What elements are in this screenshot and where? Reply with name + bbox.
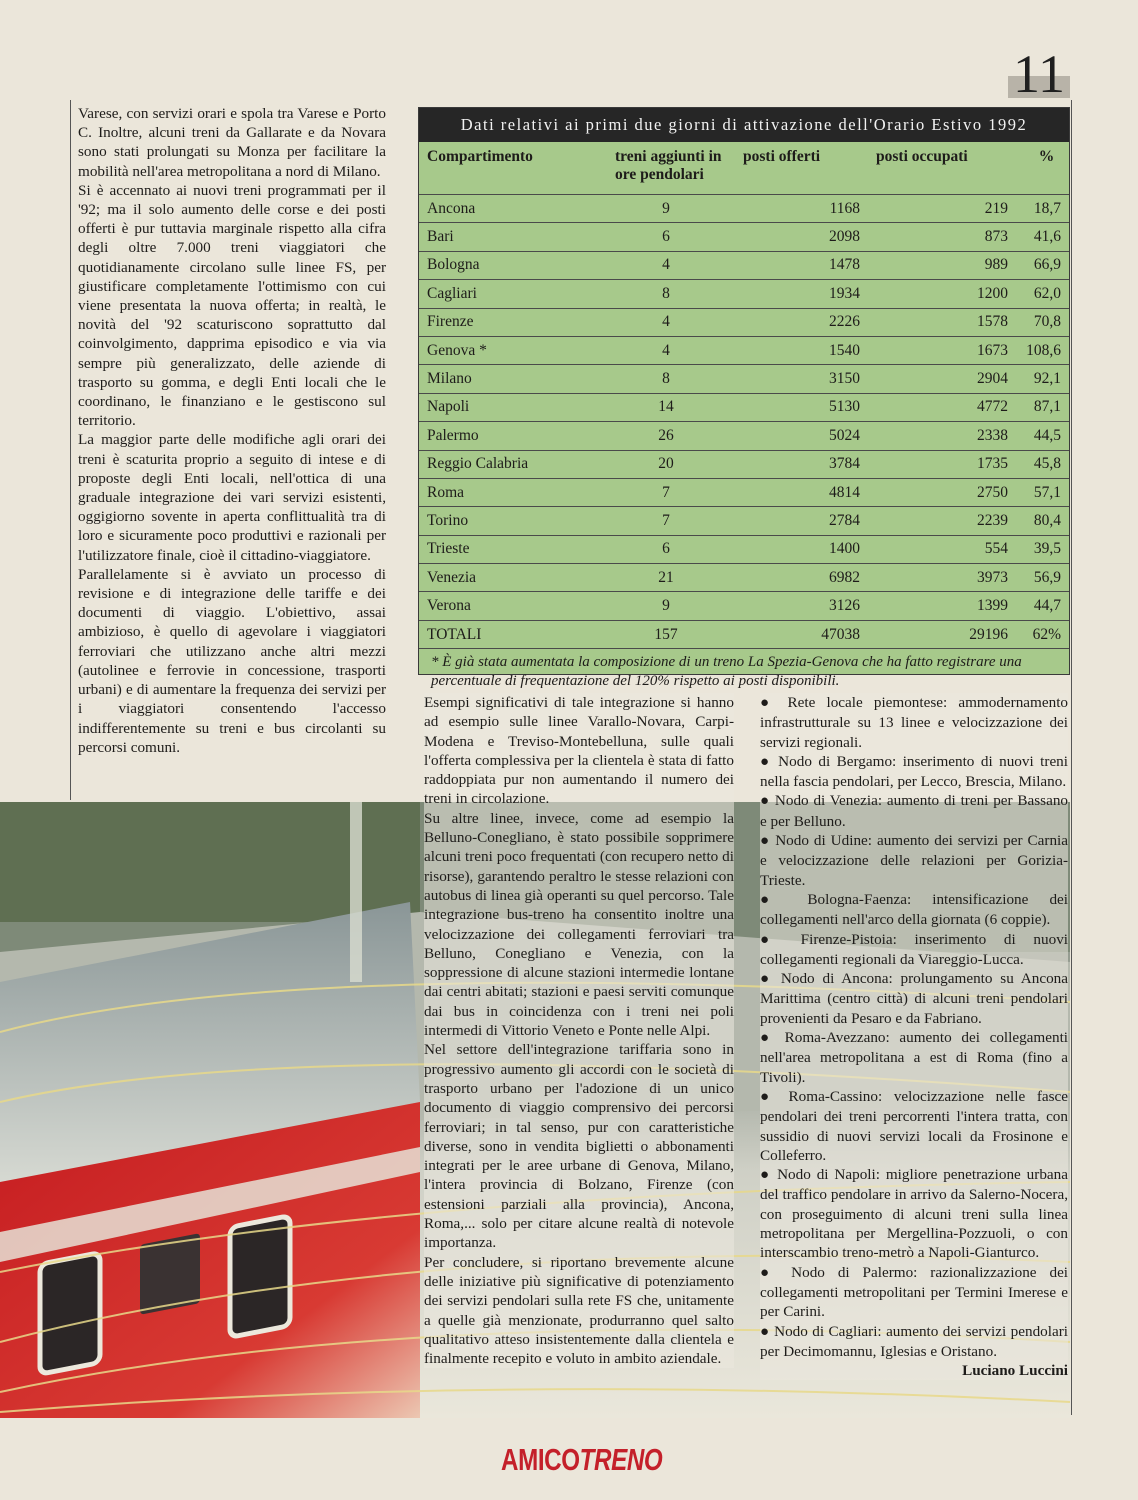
table-cell: 14: [597, 393, 735, 421]
bullet-dot-icon: ●: [760, 891, 787, 908]
bullet-dot-icon: ●: [760, 793, 771, 810]
bullet-dot-icon: ●: [760, 1264, 779, 1281]
bullet-item: [760, 890, 1068, 930]
table-cell: 554: [868, 535, 1016, 563]
table-cell: 62,0: [1016, 280, 1069, 308]
table-cell: 8: [597, 365, 735, 393]
table-cell: 2098: [735, 223, 868, 251]
table-cell: 2239: [868, 507, 1016, 535]
table-cell: 989: [868, 251, 1016, 279]
bullet-text: Nodo di Bergamo: inserimento di nuovi treni nella fascia pendolari, per Lecco, Brescia, Milano.: [760, 752, 1068, 791]
table-cell: 6: [597, 535, 735, 563]
column-header: posti offerti: [743, 148, 821, 165]
table-cell: 87,1: [1016, 393, 1069, 421]
table-row: [419, 535, 1069, 563]
author-signature: Luciano Luccini: [962, 1362, 1068, 1380]
table-row: [419, 478, 1069, 506]
table-cell: 157: [597, 620, 735, 648]
article-paragraph: Per concludere, si riportano brevemente alcune delle iniziative più significative di potenziamento dei servizi pendolari sulla rete FS che, unitamente a quelle già menzionate, produrranno quel salto qualitativo atteso insistentemente dalla clientela e finalmente recepito e voluto in ambito aziendale.: [424, 1253, 734, 1368]
bullet-dot-icon: ●: [760, 971, 774, 988]
table-cell: 4772: [868, 393, 1016, 421]
table-cell: 18,7: [1016, 195, 1069, 223]
column-header: treni aggiunti in ore pendolari: [615, 148, 722, 183]
table-cell: Reggio Calabria: [419, 450, 597, 478]
magazine-logo: [501, 1440, 663, 1480]
table-cell: 92,1: [1016, 365, 1069, 393]
table-row: [419, 223, 1069, 251]
bullet-text: Nodo di Udine: aumento dei servizi per Carnia e velocizzazione delle relazioni per Gorizia-Trieste.: [760, 832, 1069, 889]
table-cell: 62%: [1016, 620, 1069, 648]
table-cell: Palermo: [419, 422, 597, 450]
table-cell: 7: [597, 478, 735, 506]
article-column-3: [760, 693, 1068, 1380]
bullet-dot-icon: ●: [760, 931, 783, 948]
table-cell: 3126: [735, 592, 868, 620]
table-cell: 1400: [735, 535, 868, 563]
bullet-item: [760, 831, 1068, 890]
table-cell: 2904: [868, 365, 1016, 393]
table-row: [419, 507, 1069, 535]
table-cell: Bologna: [419, 251, 597, 279]
bullet-text: Firenze-Pistoia: inserimento di nuovi collegamenti regionali da Viareggio-Lucca.: [760, 930, 1069, 968]
table-cell: 9: [597, 592, 735, 620]
bullet-text: Bologna-Faenza: intensificazione dei collegamenti nell'arco della giornata (6 coppie).: [760, 890, 1069, 929]
table-cell: Bari: [419, 223, 597, 251]
table-cell: 70,8: [1016, 308, 1069, 336]
table-cell: Verona: [419, 592, 597, 620]
table-cell: Roma: [419, 478, 597, 506]
table-cell: 2784: [735, 507, 868, 535]
table-cell: 1735: [868, 450, 1016, 478]
bullet-dot-icon: ●: [760, 1167, 772, 1184]
table-cell: 6: [597, 223, 735, 251]
table-cell: 1578: [868, 308, 1016, 336]
article-paragraph: Parallelamente si è avviato un processo di revisione e di integrazione delle tariffe e dei documenti di viaggio. L'obiettivo, assai ambizioso, è quello di agevolare i viaggiatori ferroviari che utilizzano anche altri mezzi (autolinee e ferrovie in concessione, trasporti urbani) e di aumentare la frequenza dei servizi per i viaggiatori consentendo l'accesso indifferentemente su treni e bus circolanti su percorsi comuni.: [78, 565, 386, 756]
table-cell: 1673: [868, 336, 1016, 364]
table-cell: Venezia: [419, 564, 597, 592]
table-row: [419, 365, 1069, 393]
table-cell: 4814: [735, 478, 868, 506]
table-cell: 4: [597, 308, 735, 336]
table-cell: 26: [597, 422, 735, 450]
bullet-item: [760, 752, 1068, 792]
table-cell: 1934: [735, 280, 868, 308]
bullet-dot-icon: ●: [760, 1088, 777, 1105]
table-cell: 3973: [868, 564, 1016, 592]
article-paragraph: La maggior parte delle modifiche agli orari dei treni è scaturita proprio a seguito di intese e di proposte degli Enti locali, nell'ottica di una graduale integrazione dei vari servizi esistenti, oggigiorno sovente in aperta conflittualità tra di loro e sicuramente poco produttivi e razionali per l'utilizzatore finale, cioè il cittadino-viaggiatore.: [78, 431, 386, 564]
article-paragraph: Si è accennato ai nuovi treni programmati per il '92; ma il solo aumento delle corse e dei posti offerti è pur tuttavia marginale rispetto alla cifra degli oltre 7.000 treni viaggiatori che quotidianamente circolano sulle linee FS, per giustificare completamente l'ottimismo con cui viene presentata la nuova offerta; in realtà, le novità del '92 scaturiscono soprattutto dal coinvolgimento, dapprima episodico e via via sempre più generalizzato, delle aziende di trasporto su gomma, e degli Enti locali che le coordinano, le finanziano e le gestiscono sul territorio.: [78, 181, 386, 430]
table-cell: 9: [597, 195, 735, 223]
table-cell: 20: [597, 450, 735, 478]
table-cell: 56,9: [1016, 564, 1069, 592]
table-cell: Torino: [419, 507, 597, 535]
table-cell: 1399: [868, 592, 1016, 620]
right-column-rule: [1071, 100, 1072, 1415]
article-paragraph: Su altre linee, invece, come ad esempio la Belluno-Conegliano, è stato possibile sopprimere alcuni treni poco frequentati (con recupero netto di risorse), garantendo peraltro le stesse relazioni con autobus di linea già operanti su quel percorso. Tale integrazione bus-treno ha consentito inoltre una velocizzazione dei collegamenti ferroviari tra Belluno, Conegliano e Venezia, con la soppressione di alcune stazioni intermedie lontane dai centri abitati; stazioni e paesi serviti comunque dai bus in coincidenza con i treni nei poli intermedi di Vittorio Veneto e Ponte nelle Alpi.: [424, 809, 734, 1040]
statistics-table-box: [418, 107, 1070, 690]
bullet-text: Nodo di Palermo: razionalizzazione dei collegamenti metropolitani per Termini Imerese e per Carini.: [760, 1263, 1069, 1321]
bullet-text: Roma-Avezzano: aumento dei collegamenti nell'area metropolitana a est di Roma (fino a Tivoli).: [760, 1029, 1069, 1086]
table-cell: 80,4: [1016, 507, 1069, 535]
table-cell: 873: [868, 223, 1016, 251]
bullet-text: Roma-Cassino: velocizzazione nelle fasce pendolari dei treni percorrenti l'intera tratta, con sussidio di nuovi servizi locali da Frosinone e Colleferro.: [760, 1087, 1069, 1164]
table-row: [419, 592, 1069, 620]
table-cell: 5024: [735, 422, 868, 450]
bullet-item: [760, 791, 1068, 831]
table-cell: 1168: [735, 195, 868, 223]
table-cell: 66,9: [1016, 251, 1069, 279]
bullet-dot-icon: ●: [760, 1030, 775, 1047]
bullet-item: [760, 969, 1068, 1028]
table-row: [419, 450, 1069, 478]
bullet-dot-icon: ●: [760, 695, 777, 711]
table-cell: 21: [597, 564, 735, 592]
table-cell: 45,8: [1016, 450, 1069, 478]
article-paragraph: Esempi significativi di tale integrazione si hanno ad esempio sulle linee Varallo-Novara, Carpi-Modena e Treviso-Montebelluna, sulle quali l'offerta complessiva per la clientela è stata di fatto raddoppiata pur non aumentando il numero dei treni in circolazione.: [424, 694, 734, 808]
table-cell: 44,7: [1016, 592, 1069, 620]
table-row: [419, 393, 1069, 421]
bullet-text: Nodo di Cagliari: aumento dei servizi pendolari per Decimomannu, Iglesias e Oristano.: [760, 1322, 1069, 1360]
article-paragraph: Varese, con servizi orari e spola tra Varese e Porto C. Inoltre, alcuni treni da Gallarate e da Novara sono stati prolungati su Monza per facilitare la mobilità nell'area metropolitana a nord di Milano.: [78, 105, 386, 180]
table-cell: 3784: [735, 450, 868, 478]
logo-part: AMICO: [501, 1442, 580, 1477]
column-header: posti occupati: [876, 148, 968, 165]
article-column-1: [78, 104, 386, 757]
table-cell: 2338: [868, 422, 1016, 450]
table-row: [419, 280, 1069, 308]
column-header: Compartimento: [427, 148, 533, 165]
article-column-2: [424, 693, 734, 1368]
column-header: %: [1038, 148, 1055, 165]
bullet-item: [760, 1263, 1068, 1322]
table-title: Dati relativi ai primi due giorni di attivazione dell'Orario Estivo 1992: [419, 108, 1069, 142]
table-cell: Cagliari: [419, 280, 597, 308]
bullet-item: [760, 1028, 1068, 1087]
table-cell: 4: [597, 251, 735, 279]
table-cell: 2226: [735, 308, 868, 336]
left-column-rule: [70, 100, 71, 800]
logo-part: TRENO: [579, 1442, 663, 1477]
bullet-dot-icon: ●: [760, 833, 771, 850]
table-cell: Ancona: [419, 195, 597, 223]
page-number: 11: [1008, 48, 1070, 100]
table-row: [419, 195, 1069, 223]
bullet-item: [760, 930, 1068, 970]
table-cell: 5130: [735, 393, 868, 421]
table-row: [419, 336, 1069, 364]
bullet-item: [760, 1165, 1068, 1262]
statistics-table: [419, 142, 1069, 649]
table-cell: Trieste: [419, 535, 597, 563]
table-cell: Genova *: [419, 336, 597, 364]
bullet-item: [760, 1087, 1068, 1165]
table-cell: 29196: [868, 620, 1016, 648]
table-cell: 1540: [735, 336, 868, 364]
bullet-text: Nodo di Venezia: aumento di treni per Bassano e per Belluno.: [760, 792, 1069, 830]
table-footnote: * È già stata aumentata la composizione di un treno La Spezia-Genova che ha fatto registrare una percentuale di frequentazione del 120% rispetto ai posti disponibili.: [431, 654, 1022, 690]
table-cell: 2750: [868, 478, 1016, 506]
table-cell: 3150: [735, 365, 868, 393]
table-cell: TOTALI: [419, 620, 597, 648]
table-cell: 39,5: [1016, 535, 1069, 563]
table-cell: 1200: [868, 280, 1016, 308]
table-cell: 108,6: [1016, 336, 1069, 364]
table-cell: Milano: [419, 365, 597, 393]
bullet-dot-icon: ●: [760, 1323, 770, 1340]
table-cell: 41,6: [1016, 223, 1069, 251]
bullet-dot-icon: ●: [760, 753, 772, 770]
table-row: [419, 308, 1069, 336]
table-cell: 1478: [735, 251, 868, 279]
table-row: [419, 422, 1069, 450]
bullet-text: Nodo di Napoli: migliore penetrazione urbana del traffico pendolare in arrivo da Salerno-Nocera, con proseguimento di alcuni treni sulla linea metropolitana per Mergellina-Pozzuoli, o con interscambio treno-metrò a Napoli-Gianturco.: [760, 1166, 1068, 1262]
table-cell: 44,5: [1016, 422, 1069, 450]
bullet-item: [760, 693, 1068, 752]
bullet-item: [760, 1322, 1068, 1362]
table-cell: 7: [597, 507, 735, 535]
bullet-text: Nodo di Ancona: prolungamento su Ancona Marittima (centro città) di alcuni treni pendolari provenienti da Pesaro e da Fabriano.: [760, 970, 1068, 1027]
table-cell: 219: [868, 195, 1016, 223]
table-cell: 6982: [735, 564, 868, 592]
table-cell: 4: [597, 336, 735, 364]
table-row: [419, 251, 1069, 279]
bullet-text: Rete locale piemontese: ammodernamento infrastrutturale su 13 linee e velocizzazione dei servizi regionali.: [760, 694, 1069, 751]
table-row: [419, 564, 1069, 592]
table-total-row: [419, 620, 1069, 648]
table-cell: 57,1: [1016, 478, 1069, 506]
table-cell: Firenze: [419, 308, 597, 336]
article-paragraph: Nel settore dell'integrazione tariffaria sono in progressivo aumento gli accordi con le società di trasporto urbano per l'adozione di un unico documento di viaggio comprensivo dei percorsi ferroviari; in tal senso, pur con caratteristiche diverse, sono in vendita biglietti o abbonamenti integrati per le aree urbane di Genova, Milano, l'intera provincia di Bolzano, Firenze (con estensioni parziali alla provincia), Ancona, Roma,... solo per citare alcune realtà di notevole importanza.: [424, 1041, 734, 1252]
table-header-row: [419, 142, 1069, 195]
table-cell: 8: [597, 280, 735, 308]
table-cell: Napoli: [419, 393, 597, 421]
table-cell: 47038: [735, 620, 868, 648]
